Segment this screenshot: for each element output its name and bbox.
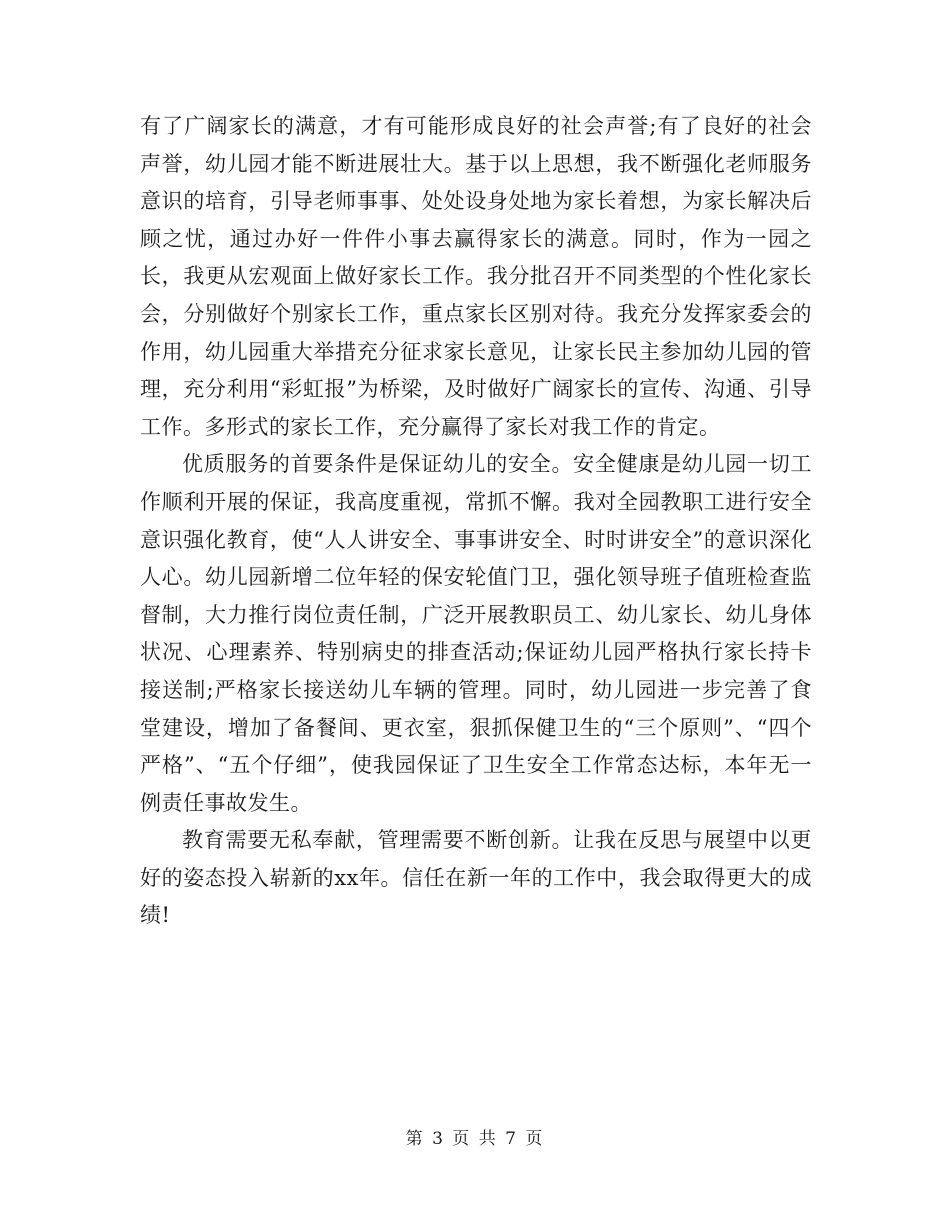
paragraph-safety: 优质服务的首要条件是保证幼儿的安全。安全健康是幼儿园一切工作顺利开展的保证，我高度重视，常抓不懈。我对全园教职工进行安全意识强化教育，使“人人讲安全、事事讲安全、时时讲安全”的意识深化人心。幼儿园新增二位年轻的保安轮值门卫，强化领导班子值班检查监督制，大力推行岗位责任制，广泛开展教职员工、幼儿家长、幼儿身体状况、心理素养、特别病史的排查活动;保证幼儿园严格执行家长持卡接送制;严格家长接送幼儿车辆的管理。同时，幼儿园进一步完善了食堂建设，增加了备餐间、更衣室，狠抓保健卫生的“三个原则”、“四个严格”、“五个仔细”，使我园保证了卫生安全工作常态达标，本年无一例责任事故发生。 (140, 452, 812, 815)
document-body (140, 108, 812, 935)
paragraph-continuation: 有了广阔家长的满意，才有可能形成良好的社会声誉;有了良好的社会声誉，幼儿园才能不断进展壮大。基于以上思想，我不断强化老师服务意识的培育，引导老师事事、处处设身处地为家长着想，为家长解决后顾之忧，通过办好一件件小事去赢得家长的满意。同时，作为一园之长，我更从宏观面上做好家长工作。我分批召开不同类型的个性化家长会，分别做好个别家长工作，重点家长区别对待。我充分发挥家委会的作用，幼儿园重大举措充分征求家长意见，让家长民主参加幼儿园的管理，充分利用“彩虹报”为桥梁，及时做好广阔家长的宣传、沟通、引导工作。多形式的家长工作，充分赢得了家长对我工作的肯定。 (140, 114, 812, 439)
page-number-footer: 第 3 页 共 7 页 (405, 1129, 545, 1149)
paragraph-closing: 教育需要无私奉献，管理需要不断创新。让我在反思与展望中以更好的姿态投入崭新的xx年。信任在新一年的工作中，我会取得更大的成绩! (140, 828, 812, 928)
